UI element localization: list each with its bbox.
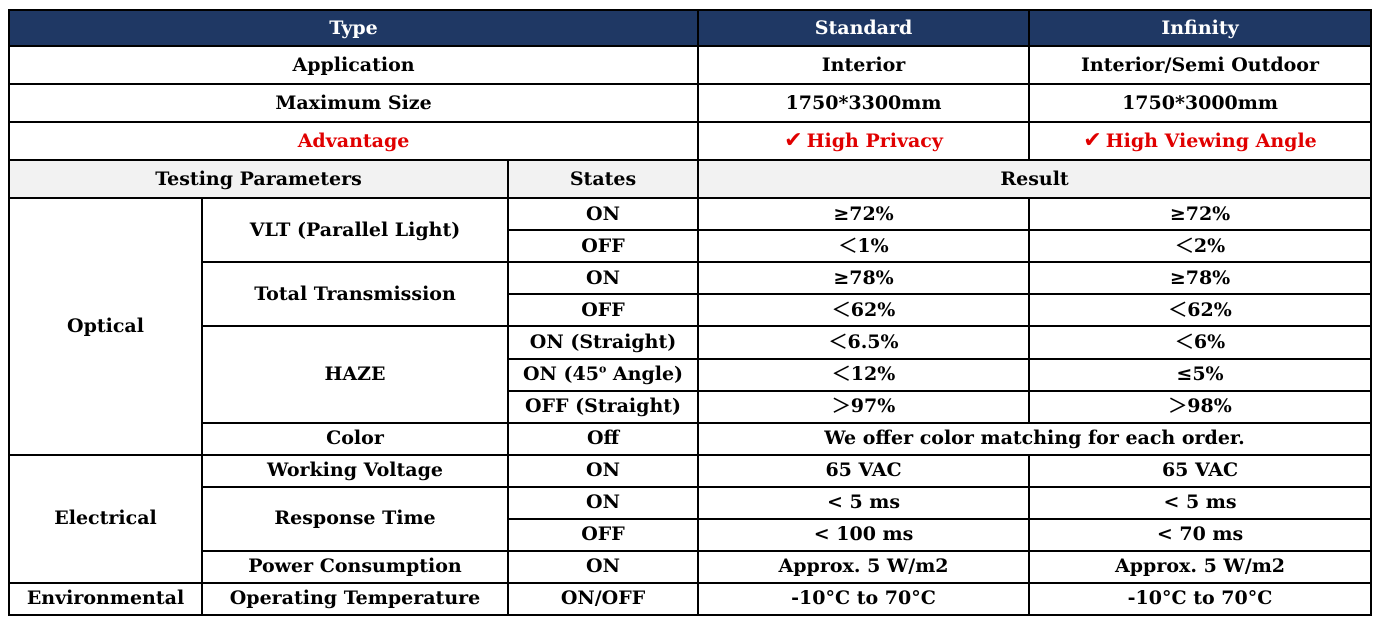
haze-on-45-state [508,359,698,391]
table-row [9,487,1371,519]
haze-on-45-suffix: Angle) [606,363,684,386]
vlt-off-infinity: ＜2% [1029,230,1371,262]
application-row [9,46,1371,84]
color-label: Color [202,423,508,455]
power-consumption-state: ON [508,551,698,583]
max-size-standard: 1750*3300mm [698,84,1029,122]
working-voltage-label: Working Voltage [202,455,508,487]
haze-off-straight-state: OFF (Straight) [508,391,698,423]
advantage-standard-text: High Privacy [806,130,943,153]
total-transmission-label: Total Transmission [202,262,508,326]
environmental-category: Environmental [9,583,202,615]
haze-off-straight-infinity: ＞98% [1029,391,1371,423]
infinity-header: Infinity [1029,10,1371,46]
application-label: Application [9,46,698,84]
tt-on-infinity: ≥78% [1029,262,1371,294]
response-on-state: ON [508,487,698,519]
haze-on-45-standard: ＜12% [698,359,1029,391]
haze-on-straight-state: ON (Straight) [508,326,698,358]
working-voltage-infinity: 65 VAC [1029,455,1371,487]
tt-off-state: OFF [508,294,698,326]
max-size-row [9,84,1371,122]
electrical-category: Electrical [9,455,202,583]
table-row [9,551,1371,583]
table-row [9,423,1371,455]
operating-temperature-standard: -10°C to 70°C [698,583,1029,615]
advantage-infinity-text: High Viewing Angle [1105,130,1317,153]
tt-off-infinity: ＜62% [1029,294,1371,326]
response-time-label: Response Time [202,487,508,551]
response-off-state: OFF [508,519,698,551]
tt-on-standard: ≥78% [698,262,1029,294]
spec-table [8,9,1372,616]
power-consumption-label: Power Consumption [202,551,508,583]
response-on-standard: < 5 ms [698,487,1029,519]
table-row [9,583,1371,615]
table-row [9,455,1371,487]
check-icon: ✔ [1083,128,1102,154]
power-consumption-infinity: Approx. 5 W/m2 [1029,551,1371,583]
vlt-on-state: ON [508,198,698,230]
application-infinity: Interior/Semi Outdoor [1029,46,1371,84]
table-row [9,326,1371,358]
haze-on-straight-standard: ＜6.5% [698,326,1029,358]
haze-off-straight-standard: ＞97% [698,391,1029,423]
haze-on-45-infinity: ≤5% [1029,359,1371,391]
result-header: Result [698,160,1371,198]
working-voltage-state: ON [508,455,698,487]
vlt-off-state: OFF [508,230,698,262]
vlt-on-standard: ≥72% [698,198,1029,230]
response-on-infinity: < 5 ms [1029,487,1371,519]
advantage-row [9,122,1371,160]
max-size-label: Maximum Size [9,84,698,122]
working-voltage-standard: 65 VAC [698,455,1029,487]
haze-on-straight-infinity: ＜6% [1029,326,1371,358]
type-header: Type [9,10,698,46]
response-off-infinity: < 70 ms [1029,519,1371,551]
subheader-row [9,160,1371,198]
advantage-infinity [1029,122,1371,160]
advantage-standard [698,122,1029,160]
haze-label: HAZE [202,326,508,422]
application-standard: Interior [698,46,1029,84]
operating-temperature-infinity: -10°C to 70°C [1029,583,1371,615]
tt-off-standard: ＜62% [698,294,1029,326]
testing-parameters-header: Testing Parameters [9,160,508,198]
table-row [9,198,1371,230]
color-state: Off [508,423,698,455]
check-icon: ✔ [784,128,803,154]
vlt-on-infinity: ≥72% [1029,198,1371,230]
states-header: States [508,160,698,198]
advantage-label: Advantage [9,122,698,160]
vlt-off-standard: ＜1% [698,230,1029,262]
operating-temperature-state: ON/OFF [508,583,698,615]
color-result: We offer color matching for each order. [698,423,1371,455]
tt-on-state: ON [508,262,698,294]
max-size-infinity: 1750*3000mm [1029,84,1371,122]
haze-on-45-prefix: ON (45 [522,363,599,386]
power-consumption-standard: Approx. 5 W/m2 [698,551,1029,583]
table-row [9,262,1371,294]
optical-category: Optical [9,198,202,454]
operating-temperature-label: Operating Temperature [202,583,508,615]
vlt-label: VLT (Parallel Light) [202,198,508,262]
degree-sup: o [598,362,607,376]
standard-header: Standard [698,10,1029,46]
header-row [9,10,1371,46]
response-off-standard: < 100 ms [698,519,1029,551]
